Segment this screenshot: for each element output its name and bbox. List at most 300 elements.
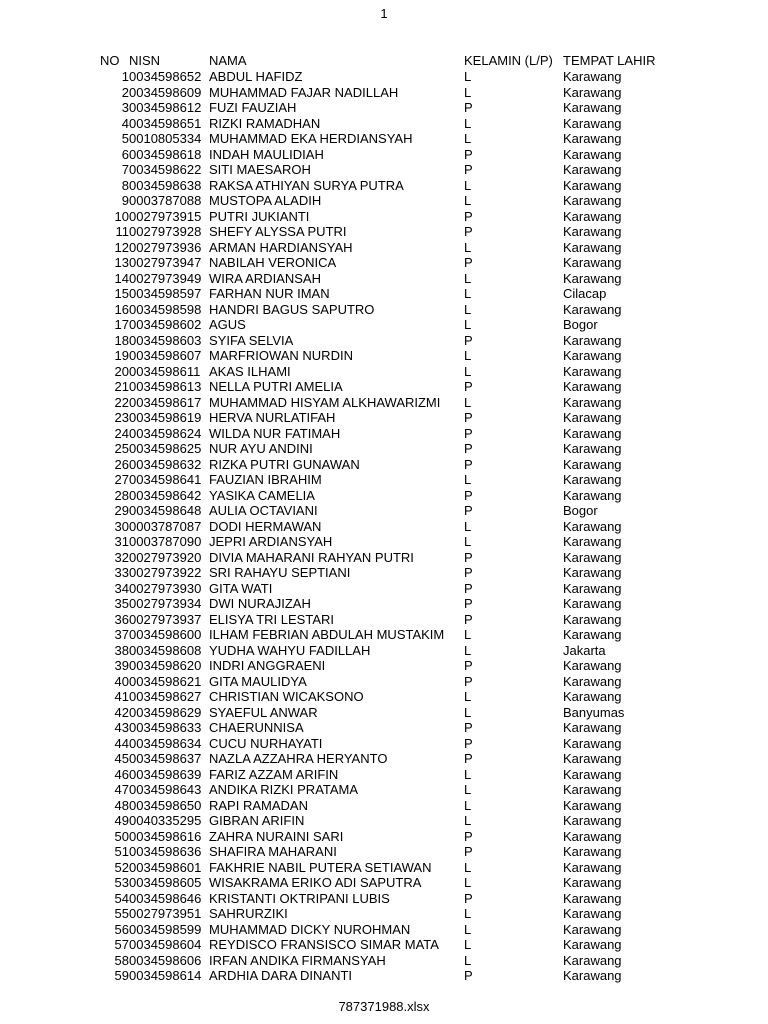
cell-nama: IRFAN ANDIKA FIRMANSYAH: [209, 952, 386, 968]
cell-nama: ARDHIA DARA DINANTI: [209, 968, 353, 983]
cell-nisn: 0034598652: [129, 69, 202, 84]
table-row: [100, 953, 673, 969]
cell-nama: CUCU NURHAYATI: [209, 735, 323, 751]
cell-nama: DIVIA MAHARANI RAHYAN PUTRI: [209, 549, 414, 565]
cell-nama: MUHAMMAD DICKY NUROHMAN: [209, 921, 411, 937]
cell-kelamin: L: [464, 348, 472, 363]
cell-no: 47: [114, 782, 129, 797]
cell-no: 29: [114, 503, 129, 518]
cell-nama: INDAH MAULIDIAH: [209, 146, 324, 162]
cell-nisn: 0027973936: [129, 239, 202, 255]
table-row: [100, 333, 673, 349]
cell-no: 6: [121, 146, 129, 162]
cell-no: 32: [114, 549, 129, 565]
cell-nama: WIRA ARDIANSAH: [209, 270, 321, 286]
table-row: [100, 782, 673, 798]
table-row: [100, 767, 673, 783]
cell-tempat-lahir: Karawang: [563, 937, 622, 952]
footer-filename: 787371988.xlsx: [338, 999, 430, 1014]
table-row: [100, 457, 673, 473]
cell-nisn: 0034598600: [129, 627, 202, 642]
cell-tempat-lahir: Karawang: [563, 735, 622, 751]
cell-nisn: 0034598641: [129, 472, 202, 487]
cell-kelamin: P: [464, 751, 473, 766]
cell-nisn: 0034598622: [129, 162, 202, 177]
cell-nisn: 0034598616: [129, 828, 202, 844]
cell-kelamin: L: [464, 534, 472, 549]
cell-kelamin: P: [464, 162, 473, 177]
table-body: [100, 69, 673, 984]
cell-kelamin: L: [464, 952, 472, 968]
cell-tempat-lahir: Karawang: [563, 782, 622, 797]
table-row: [100, 813, 673, 829]
cell-nama: MUHAMMAD FAJAR NADILLAH: [209, 84, 399, 100]
cell-tempat-lahir: Karawang: [563, 720, 622, 735]
cell-nama: PUTRI JUKIANTI: [209, 208, 310, 224]
cell-nama: JEPRI ARDIANSYAH: [209, 534, 333, 549]
cell-tempat-lahir: Karawang: [563, 611, 622, 627]
cell-kelamin: P: [464, 890, 473, 906]
cell-kelamin: P: [464, 549, 473, 565]
cell-tempat-lahir: Karawang: [563, 131, 622, 146]
cell-nisn: 0034598613: [129, 379, 202, 394]
cell-kelamin: L: [464, 239, 472, 255]
table-row: [100, 844, 673, 860]
table-row: [100, 302, 673, 318]
cell-kelamin: P: [464, 487, 473, 503]
table-row: [100, 255, 673, 271]
cell-nisn: 0034598629: [129, 704, 202, 720]
cell-no: 14: [114, 270, 129, 286]
table-row: [100, 193, 673, 209]
cell-no: 31: [114, 534, 129, 549]
cell-no: 56: [114, 921, 129, 937]
cell-kelamin: L: [464, 906, 472, 921]
cell-nisn: 0003787090: [129, 534, 202, 549]
table-row: [100, 410, 673, 426]
cell-kelamin: P: [464, 100, 473, 115]
cell-no: 51: [114, 844, 129, 859]
cell-nisn: 0034598621: [129, 673, 202, 689]
table-row: [100, 643, 673, 659]
cell-kelamin: L: [464, 193, 472, 208]
cell-nama: FUZI FAUZIAH: [209, 100, 297, 115]
cell-no: 35: [114, 596, 129, 611]
cell-kelamin: L: [464, 937, 472, 952]
cell-kelamin: L: [464, 766, 472, 782]
cell-nama: SHAFIRA MAHARANI: [209, 844, 337, 859]
cell-no: 59: [114, 968, 129, 983]
cell-kelamin: L: [464, 627, 472, 642]
cell-nama: AGUS: [209, 317, 246, 332]
cell-tempat-lahir: Karawang: [563, 549, 622, 565]
cell-tempat-lahir: Karawang: [563, 673, 622, 689]
table-row: [100, 364, 673, 380]
cell-nisn: 0034598636: [129, 844, 202, 859]
table-row: [100, 658, 673, 674]
table-row: [100, 426, 673, 442]
table-row: [100, 860, 673, 876]
table-row: [100, 271, 673, 287]
table-row: [100, 472, 673, 488]
cell-nama: NUR AYU ANDINI: [209, 441, 313, 456]
cell-nisn: 0003787087: [129, 518, 202, 534]
cell-nama: RIZKI RAMADHAN: [209, 115, 321, 131]
table-row: [100, 565, 673, 581]
cell-no: 3: [121, 100, 129, 115]
cell-tempat-lahir: Karawang: [563, 658, 622, 673]
cell-no: 41: [114, 689, 129, 704]
cell-nisn: 0034598639: [129, 766, 202, 782]
cell-nisn: 0040335295: [129, 813, 202, 828]
cell-nama: WILDA NUR FATIMAH: [209, 425, 341, 441]
cell-tempat-lahir: Karawang: [563, 332, 622, 348]
cell-nama: INDRI ANGGRAENI: [209, 658, 326, 673]
cell-no: 48: [114, 797, 129, 813]
cell-kelamin: P: [464, 425, 473, 441]
table-row: [100, 922, 673, 938]
table-row: [100, 147, 673, 163]
cell-nisn: 0027973951: [129, 906, 202, 921]
cell-tempat-lahir: Karawang: [563, 875, 622, 890]
cell-kelamin: L: [464, 782, 472, 797]
cell-nisn: 0034598612: [129, 100, 202, 115]
cell-nama: SRI RAHAYU SEPTIANI: [209, 565, 351, 580]
cell-tempat-lahir: Karawang: [563, 410, 622, 425]
table-row: [100, 162, 673, 178]
table-row: [100, 720, 673, 736]
cell-no: 40: [114, 673, 129, 689]
header-nama: NAMA: [209, 53, 247, 68]
cell-kelamin: L: [464, 84, 472, 100]
table-row: [100, 829, 673, 845]
cell-kelamin: L: [464, 270, 472, 286]
cell-nama: ANDIKA RIZKI PRATAMA: [209, 782, 359, 797]
cell-nama: SHEFY ALYSSA PUTRI: [209, 224, 347, 239]
cell-tempat-lahir: Karawang: [563, 813, 622, 828]
cell-nisn: 0034598618: [129, 146, 202, 162]
cell-no: 27: [114, 472, 129, 487]
cell-no: 52: [114, 859, 129, 875]
cell-kelamin: L: [464, 115, 472, 131]
cell-nisn: 0034598598: [129, 301, 202, 317]
cell-tempat-lahir: Karawang: [563, 84, 622, 100]
cell-tempat-lahir: Karawang: [563, 890, 622, 906]
page-number: 1: [380, 6, 388, 21]
table-row: [100, 178, 673, 194]
cell-tempat-lahir: Karawang: [563, 844, 622, 859]
cell-no: 30: [114, 518, 129, 534]
cell-no: 11: [115, 224, 129, 239]
cell-nama: SYAEFUL ANWAR: [209, 704, 318, 720]
table-row: [100, 348, 673, 364]
table-row: [100, 441, 673, 457]
cell-nisn: 0027973915: [129, 208, 202, 224]
cell-no: 15: [114, 286, 129, 301]
table-row: [100, 379, 673, 395]
cell-nama: RAPI RAMADAN: [209, 797, 308, 813]
cell-no: 45: [114, 751, 129, 766]
table-row: [100, 503, 673, 519]
cell-no: 42: [114, 704, 129, 720]
cell-nama: ILHAM FEBRIAN ABDULAH MUSTAKIM: [209, 627, 445, 642]
cell-tempat-lahir: Karawang: [563, 115, 622, 131]
cell-kelamin: P: [464, 379, 473, 394]
cell-kelamin: L: [464, 131, 472, 146]
cell-kelamin: L: [464, 921, 472, 937]
table-row: [100, 395, 673, 411]
cell-no: 8: [121, 177, 129, 193]
cell-nama: HANDRI BAGUS SAPUTRO: [209, 301, 375, 317]
cell-no: 54: [114, 890, 129, 906]
cell-tempat-lahir: Karawang: [563, 487, 622, 503]
cell-tempat-lahir: Karawang: [563, 255, 622, 270]
cell-tempat-lahir: Karawang: [563, 596, 622, 611]
cell-kelamin: P: [464, 968, 473, 983]
cell-nama: AKAS ILHAMI: [209, 363, 291, 379]
cell-kelamin: P: [464, 456, 473, 472]
cell-tempat-lahir: Karawang: [563, 859, 622, 875]
cell-no: 23: [114, 410, 129, 425]
cell-nama: FAKHRIE NABIL PUTERA SETIAWAN: [209, 859, 432, 875]
cell-nama: MUSTOPA ALADIH: [209, 193, 322, 208]
cell-nama: SAHRURZIKI: [209, 906, 288, 921]
cell-kelamin: P: [464, 735, 473, 751]
cell-nisn: 0034598611: [129, 363, 201, 379]
cell-tempat-lahir: Karawang: [563, 921, 622, 937]
cell-kelamin: P: [464, 828, 473, 844]
cell-tempat-lahir: Bogor: [563, 503, 598, 518]
cell-no: 26: [114, 456, 129, 472]
cell-kelamin: L: [464, 797, 472, 813]
cell-nama: MUHAMMAD EKA HERDIANSYAH: [209, 131, 413, 146]
cell-nisn: 0034598638: [129, 177, 202, 193]
table-row: [100, 612, 673, 628]
cell-nisn: 0034598604: [129, 937, 202, 952]
cell-nisn: 0027973937: [129, 611, 202, 627]
cell-nisn: 0034598650: [129, 797, 202, 813]
cell-no: 12: [114, 239, 129, 255]
cell-nama: ARMAN HARDIANSYAH: [209, 239, 353, 255]
cell-nama: ZAHRA NURAINI SARI: [209, 828, 344, 844]
cell-kelamin: L: [464, 689, 472, 704]
cell-nisn: 0034598632: [129, 456, 202, 472]
cell-no: 5: [121, 131, 129, 146]
cell-nisn: 0034598602: [129, 317, 202, 332]
cell-nama: DODI HERMAWAN: [209, 518, 322, 534]
cell-kelamin: L: [464, 177, 472, 193]
cell-no: 39: [114, 658, 129, 673]
cell-nisn: 0034598646: [129, 890, 202, 906]
cell-tempat-lahir: Karawang: [563, 906, 622, 921]
cell-tempat-lahir: Karawang: [563, 797, 622, 813]
cell-nisn: 0034598627: [129, 689, 202, 704]
cell-kelamin: L: [464, 642, 472, 658]
cell-no: 4: [121, 115, 129, 131]
cell-no: 44: [114, 735, 129, 751]
cell-nisn: 0027973920: [129, 549, 202, 565]
cell-kelamin: L: [464, 69, 472, 84]
table-row: [100, 751, 673, 767]
cell-nama: CHRISTIAN WICAKSONO: [209, 689, 364, 704]
table-row: [100, 627, 673, 643]
cell-nama: FARIZ AZZAM ARIFIN: [209, 766, 339, 782]
cell-no: 21: [114, 379, 129, 394]
cell-no: 43: [114, 720, 129, 735]
cell-tempat-lahir: Jakarta: [563, 642, 606, 658]
table-row: [100, 736, 673, 752]
table-row: [100, 550, 673, 566]
cell-nisn: 0034598633: [129, 720, 202, 735]
cell-no: 20: [114, 363, 129, 379]
cell-nisn: 0034598597: [129, 286, 202, 301]
cell-kelamin: L: [464, 518, 472, 534]
table-row: [100, 488, 673, 504]
cell-no: 19: [114, 348, 129, 363]
cell-nama: GITA MAULIDYA: [209, 673, 307, 689]
cell-kelamin: P: [464, 673, 473, 689]
cell-nama: YUDHA WAHYU FADILLAH: [209, 642, 371, 658]
cell-kelamin: P: [464, 503, 473, 518]
cell-nisn: 0027973949: [129, 270, 202, 286]
cell-tempat-lahir: Karawang: [563, 69, 622, 84]
cell-tempat-lahir: Karawang: [563, 968, 622, 983]
cell-tempat-lahir: Karawang: [563, 472, 622, 487]
student-table: [100, 53, 673, 984]
table-row: [100, 85, 673, 101]
cell-nama: RAKSA ATHIYAN SURYA PUTRA: [209, 177, 404, 193]
cell-nama: ABDUL HAFIDZ: [209, 69, 303, 84]
cell-nisn: 0034598601: [129, 859, 202, 875]
cell-kelamin: L: [464, 286, 472, 301]
cell-nama: RIZKA PUTRI GUNAWAN: [209, 456, 360, 472]
cell-no: 24: [114, 425, 129, 441]
cell-no: 37: [114, 627, 129, 642]
cell-nisn: 0003787088: [129, 193, 202, 208]
cell-no: 53: [114, 875, 129, 890]
table-row: [100, 705, 673, 721]
cell-tempat-lahir: Karawang: [563, 208, 622, 224]
cell-kelamin: L: [464, 813, 472, 828]
header-no: NO: [100, 53, 120, 68]
cell-nama: MARFRIOWAN NURDIN: [209, 348, 353, 363]
cell-tempat-lahir: Karawang: [563, 456, 622, 472]
cell-nisn: 0034598624: [129, 425, 202, 441]
cell-no: 16: [114, 301, 129, 317]
cell-tempat-lahir: Karawang: [563, 301, 622, 317]
cell-no: 10: [114, 208, 129, 224]
cell-kelamin: P: [464, 596, 473, 611]
table-row: [100, 968, 673, 984]
cell-tempat-lahir: Karawang: [563, 518, 622, 534]
table-row: [100, 534, 673, 550]
table-row: [100, 937, 673, 953]
cell-nama: ELISYA TRI LESTARI: [209, 611, 334, 627]
cell-kelamin: P: [464, 146, 473, 162]
cell-nama: GITA WATI: [209, 580, 273, 596]
cell-no: 50: [114, 828, 129, 844]
table-row: [100, 689, 673, 705]
cell-kelamin: L: [464, 875, 472, 890]
cell-kelamin: L: [464, 704, 472, 720]
table-row: [100, 224, 673, 240]
cell-no: 25: [114, 441, 129, 456]
table-row: [100, 69, 673, 85]
cell-no: 18: [114, 332, 129, 348]
cell-nisn: 0034598620: [129, 658, 202, 673]
cell-tempat-lahir: Karawang: [563, 766, 622, 782]
cell-nama: YASIKA CAMELIA: [209, 487, 315, 503]
cell-no: 28: [114, 487, 129, 503]
cell-kelamin: L: [464, 859, 472, 875]
table-header-row: [100, 53, 673, 69]
cell-kelamin: P: [464, 565, 473, 580]
cell-no: 2: [121, 84, 129, 100]
cell-tempat-lahir: Karawang: [563, 751, 622, 766]
cell-tempat-lahir: Karawang: [563, 193, 622, 208]
cell-nama: SYIFA SELVIA: [209, 332, 294, 348]
cell-kelamin: L: [464, 363, 472, 379]
cell-kelamin: P: [464, 208, 473, 224]
cell-nama: SITI MAESAROH: [209, 162, 311, 177]
cell-nama: KRISTANTI OKTRIPANI LUBIS: [209, 890, 390, 906]
cell-no: 57: [114, 937, 129, 952]
cell-kelamin: P: [464, 720, 473, 735]
cell-no: 7: [121, 162, 129, 177]
cell-nama: NELLA PUTRI AMELIA: [209, 379, 343, 394]
cell-tempat-lahir: Karawang: [563, 348, 622, 363]
cell-tempat-lahir: Karawang: [563, 580, 622, 596]
table-row: [100, 875, 673, 891]
table-row: [100, 240, 673, 256]
cell-nisn: 0034598614: [129, 968, 202, 983]
cell-kelamin: P: [464, 658, 473, 673]
cell-tempat-lahir: Karawang: [563, 689, 622, 704]
cell-nama: WISAKRAMA ERIKO ADI SAPUTRA: [209, 875, 422, 890]
cell-tempat-lahir: Karawang: [563, 394, 622, 410]
cell-no: 1: [121, 69, 129, 84]
cell-nisn: 0027973930: [129, 580, 202, 596]
cell-tempat-lahir: Karawang: [563, 828, 622, 844]
cell-nisn: 0027973947: [129, 255, 202, 270]
cell-nama: DWI NURAJIZAH: [209, 596, 311, 611]
cell-tempat-lahir: Karawang: [563, 100, 622, 115]
cell-tempat-lahir: Karawang: [563, 224, 622, 239]
cell-nisn: 0034598606: [129, 952, 202, 968]
cell-tempat-lahir: Bogor: [563, 317, 598, 332]
cell-nama: REYDISCO FRANSISCO SIMAR MATA: [209, 937, 439, 952]
table-row: [100, 317, 673, 333]
cell-kelamin: L: [464, 472, 472, 487]
cell-kelamin: P: [464, 255, 473, 270]
cell-nisn: 0027973928: [129, 224, 202, 239]
cell-nisn: 0034598651: [129, 115, 202, 131]
cell-no: 13: [114, 255, 129, 270]
cell-kelamin: L: [464, 394, 472, 410]
table-row: [100, 519, 673, 535]
cell-nama: FAUZIAN IBRAHIM: [209, 472, 322, 487]
cell-tempat-lahir: Karawang: [563, 239, 622, 255]
cell-nisn: 0034598634: [129, 735, 202, 751]
cell-tempat-lahir: Karawang: [563, 441, 622, 456]
cell-nisn: 0034598643: [129, 782, 202, 797]
table-row: [100, 286, 673, 302]
table-row: [100, 209, 673, 225]
cell-no: 33: [114, 565, 129, 580]
cell-nama: MUHAMMAD HISYAM ALKHAWARIZMI: [209, 394, 441, 410]
table-row: [100, 891, 673, 907]
cell-tempat-lahir: Karawang: [563, 146, 622, 162]
